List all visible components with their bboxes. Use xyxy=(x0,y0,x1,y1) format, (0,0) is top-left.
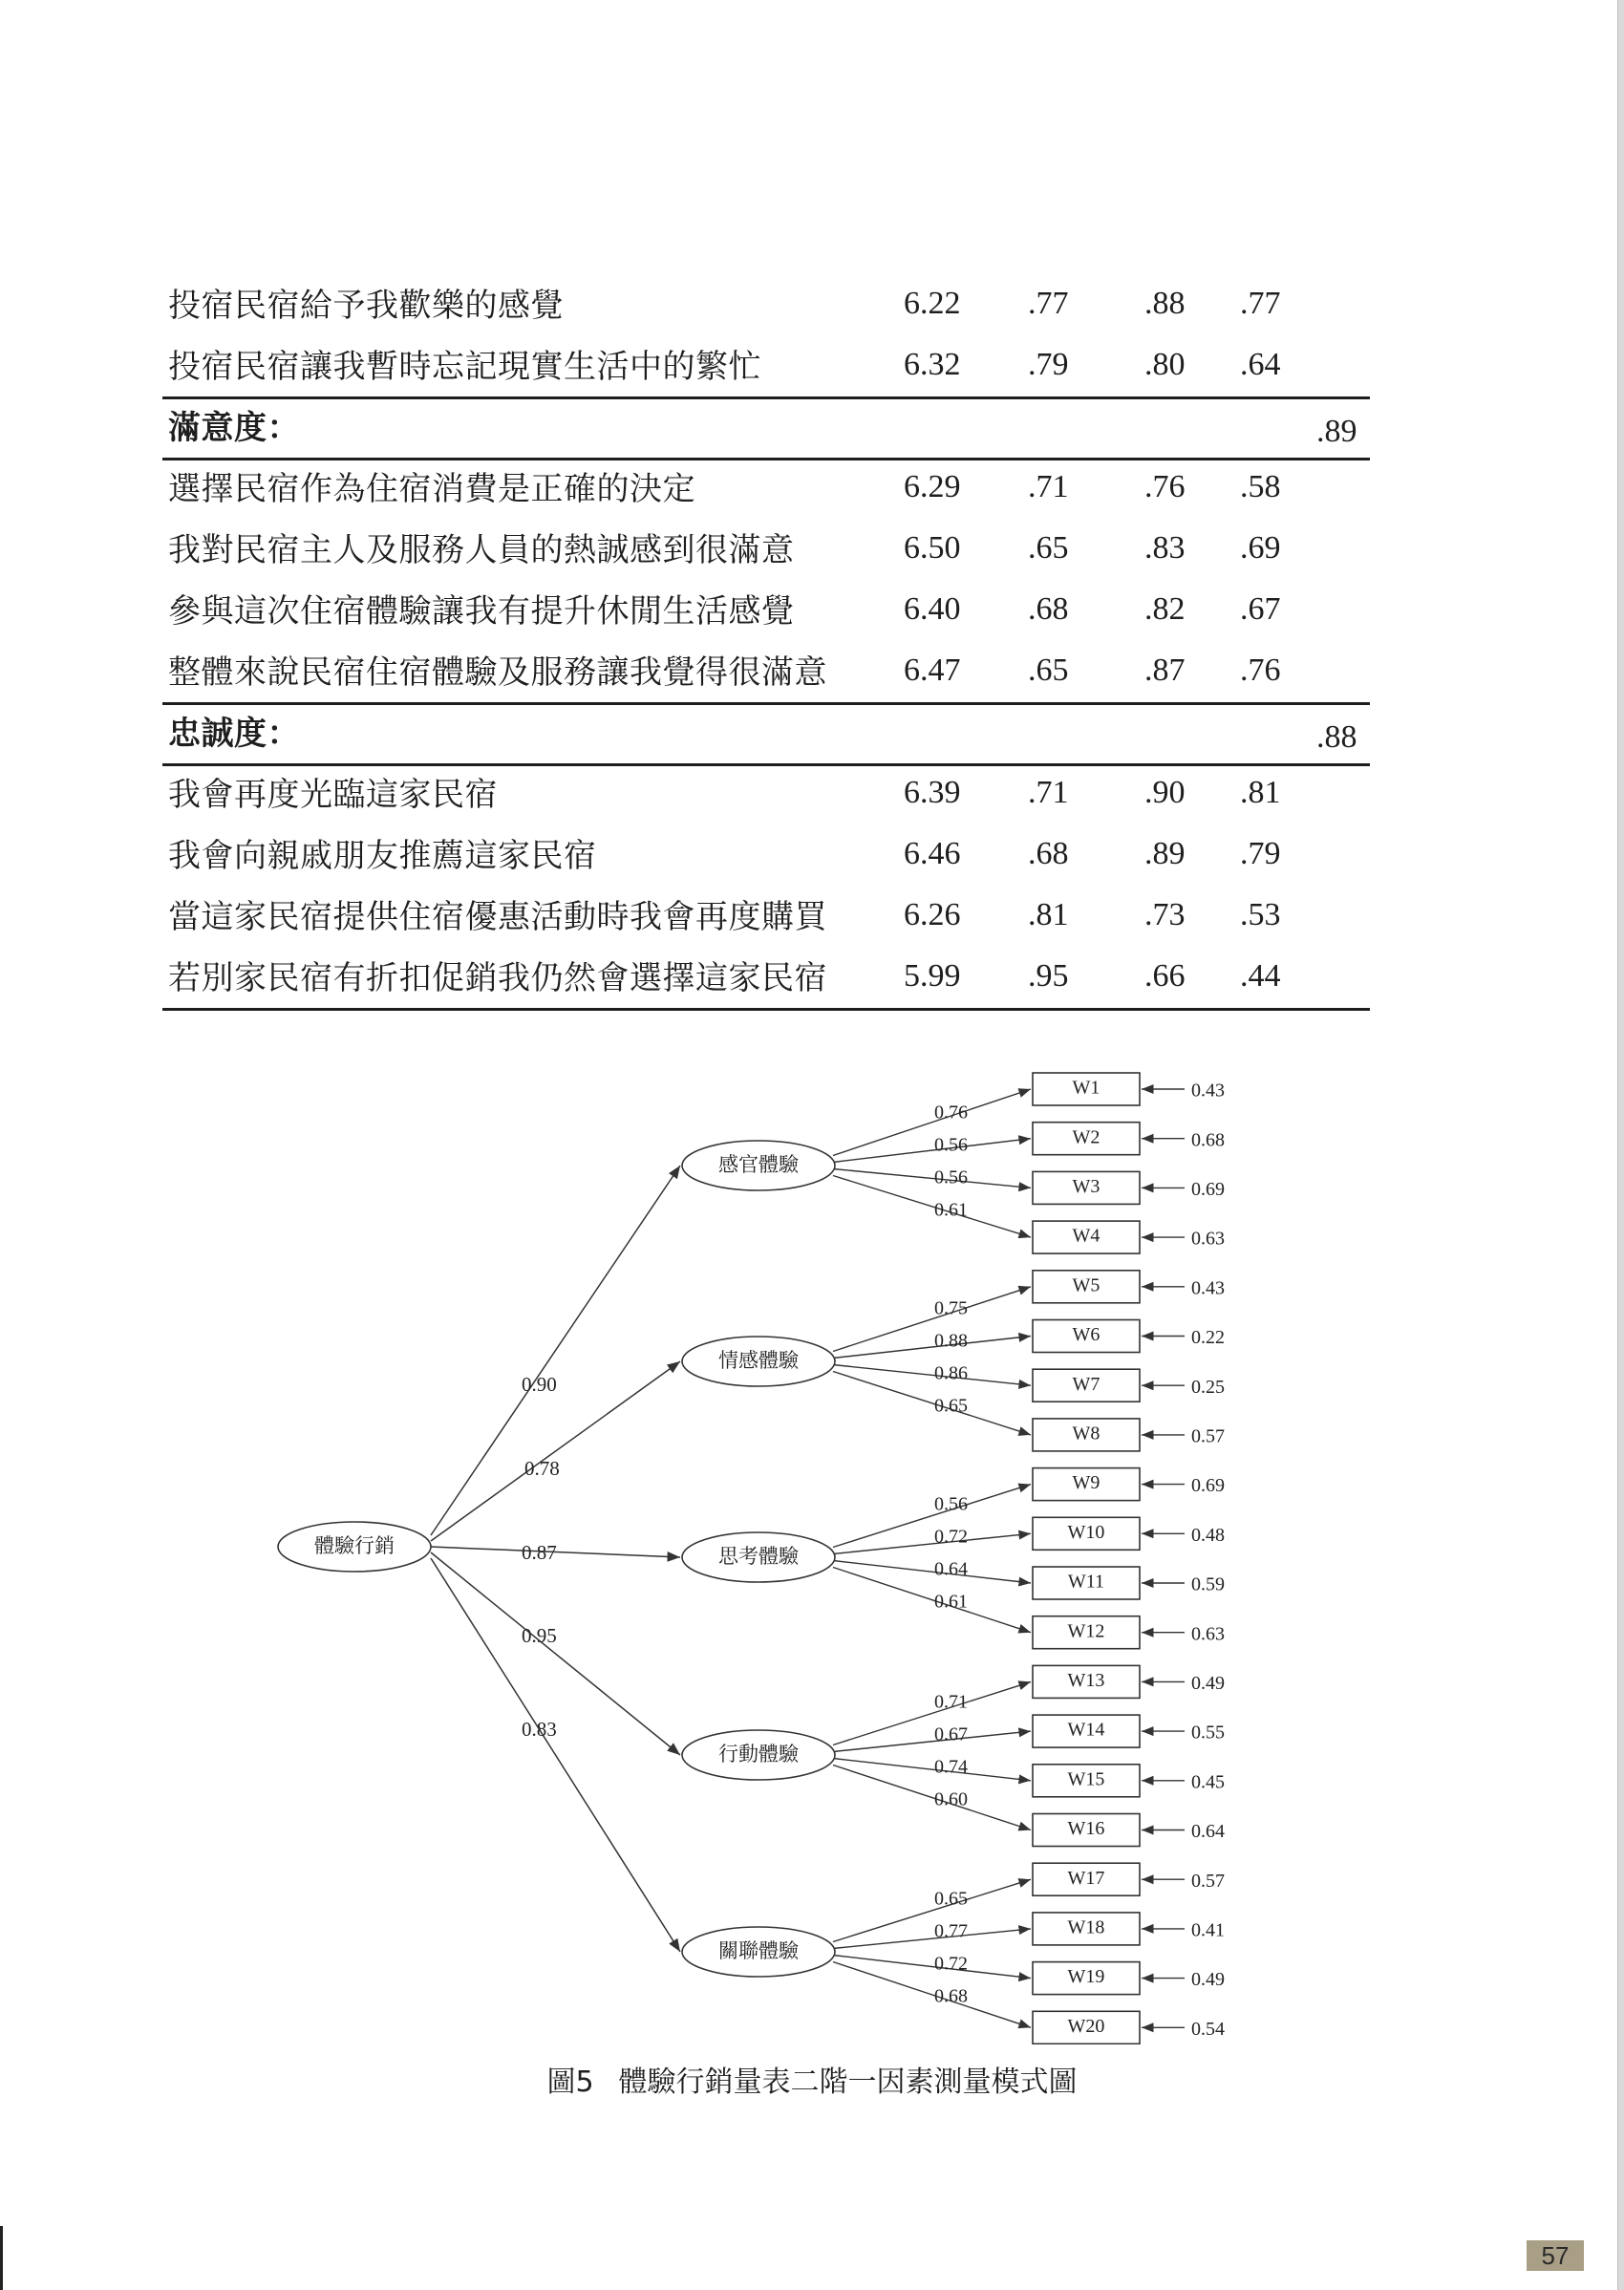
factor-loading: 0.65 xyxy=(934,1395,968,1417)
r2-value: .44 xyxy=(1240,958,1281,994)
sd-value: .81 xyxy=(1028,897,1069,932)
factor-loading: 0.74 xyxy=(934,1756,968,1778)
r2-value: .58 xyxy=(1240,469,1281,504)
loading-value: .87 xyxy=(1144,653,1186,688)
factor-loading: 0.68 xyxy=(934,1985,968,2007)
table-row xyxy=(162,515,1370,576)
structural-path-arrow xyxy=(431,1166,680,1535)
error-variance: 0.45 xyxy=(1191,1771,1225,1793)
factor-loading: 0.61 xyxy=(934,1199,968,1221)
mean-value: 6.47 xyxy=(904,653,961,688)
factor-loading: 0.61 xyxy=(934,1591,968,1613)
figure-caption xyxy=(0,2058,1624,2100)
section-alpha: .89 xyxy=(1316,414,1357,449)
section-label: 忠誠度： xyxy=(168,715,300,753)
factor-node-label: 感官體驗 xyxy=(718,1153,799,1176)
error-variance: 0.22 xyxy=(1191,1327,1225,1349)
r2-value: .79 xyxy=(1240,836,1281,871)
section-header-loyalty xyxy=(162,698,1370,760)
sd-value: .71 xyxy=(1028,775,1069,810)
r2-value: .64 xyxy=(1240,347,1281,382)
loading-arrow xyxy=(833,1337,1031,1359)
item-text: 若別家民宿有折扣促銷我仍然會選擇這家民宿 xyxy=(168,959,827,997)
mean-value: 6.50 xyxy=(904,530,961,566)
factor-node-label: 情感體驗 xyxy=(718,1349,799,1372)
factor-loading: 0.56 xyxy=(934,1134,968,1156)
factor-loading: 0.86 xyxy=(934,1362,968,1384)
indicator-label: W3 xyxy=(1072,1175,1100,1197)
mean-value: 6.46 xyxy=(904,836,961,871)
loading-arrow xyxy=(833,1568,1031,1633)
error-variance: 0.64 xyxy=(1191,1821,1225,1843)
indicator-label: W17 xyxy=(1067,1867,1105,1889)
factor-loading: 0.71 xyxy=(934,1691,968,1713)
error-variance: 0.41 xyxy=(1191,1919,1225,1941)
loading-value: .73 xyxy=(1144,897,1186,932)
loading-arrow xyxy=(833,1962,1031,2028)
error-variance: 0.49 xyxy=(1191,1969,1225,1991)
factor-loading: 0.56 xyxy=(934,1493,968,1515)
mean-value: 6.22 xyxy=(904,286,961,321)
mean-value: 6.32 xyxy=(904,347,961,382)
error-variance: 0.57 xyxy=(1191,1425,1225,1447)
sd-value: .77 xyxy=(1028,286,1069,321)
error-variance: 0.69 xyxy=(1191,1475,1225,1497)
r2-value: .81 xyxy=(1240,775,1281,810)
factor-node-label: 關聯體驗 xyxy=(718,1939,799,1962)
item-text: 我對民宿主人及服務人員的熱誠感到很滿意 xyxy=(168,531,795,569)
sd-value: .68 xyxy=(1028,836,1069,871)
structural-path-coefficient: 0.95 xyxy=(522,1623,557,1647)
indicator-label: W20 xyxy=(1067,2015,1105,2037)
figure-title: 體驗行銷量表二階一因素測量模式圖 xyxy=(618,2065,1078,2099)
loading-value: .88 xyxy=(1144,286,1186,321)
loading-value: .89 xyxy=(1144,836,1186,871)
loading-value: .66 xyxy=(1144,958,1186,994)
factor-loading: 0.64 xyxy=(934,1558,968,1580)
loading-value: .76 xyxy=(1144,469,1186,504)
item-text: 參與這次住宿體驗讓我有提升休閒生活感覺 xyxy=(168,592,795,631)
factor-loading: 0.56 xyxy=(934,1166,968,1188)
item-text: 我會向親戚朋友推薦這家民宿 xyxy=(168,837,597,875)
section-label: 滿意度： xyxy=(168,409,300,447)
item-text: 當這家民宿提供住宿優惠活動時我會再度購買 xyxy=(168,898,827,936)
structural-path-coefficient: 0.83 xyxy=(522,1717,557,1741)
table-row xyxy=(162,454,1370,515)
indicator-label: W4 xyxy=(1072,1225,1100,1247)
r2-value: .53 xyxy=(1240,897,1281,932)
error-variance: 0.25 xyxy=(1191,1376,1225,1398)
mean-value: 5.99 xyxy=(904,958,961,994)
loading-value: .80 xyxy=(1144,347,1186,382)
indicator-label: W16 xyxy=(1067,1818,1105,1840)
loading-arrow xyxy=(833,1731,1031,1751)
sd-value: .71 xyxy=(1028,469,1069,504)
indicator-label: W6 xyxy=(1072,1324,1100,1346)
table-row xyxy=(162,332,1370,393)
indicator-label: W14 xyxy=(1067,1719,1105,1741)
table-row xyxy=(162,760,1370,821)
indicator-label: W5 xyxy=(1072,1274,1100,1296)
error-variance: 0.63 xyxy=(1191,1228,1225,1250)
table-rule xyxy=(162,396,1370,399)
indicator-label: W7 xyxy=(1072,1373,1100,1395)
structural-path-coefficient: 0.87 xyxy=(522,1540,557,1564)
factor-loading: 0.88 xyxy=(934,1330,968,1352)
indicator-label: W15 xyxy=(1067,1768,1105,1790)
loading-arrow xyxy=(833,1766,1031,1830)
item-text: 投宿民宿給予我歡樂的感覺 xyxy=(168,287,564,325)
factor-loading: 0.72 xyxy=(934,1953,968,1975)
table-rule-bottom xyxy=(162,1008,1370,1011)
factor-loading: 0.67 xyxy=(934,1723,968,1745)
indicator-label: W2 xyxy=(1072,1126,1100,1148)
table-row xyxy=(162,576,1370,637)
loading-arrow xyxy=(833,1139,1031,1163)
table-rule xyxy=(162,702,1370,705)
cfa-path-diagram xyxy=(0,1051,1624,2044)
loading-arrow xyxy=(833,1089,1031,1156)
loading-arrow xyxy=(833,1287,1031,1352)
figure-number: 圖5 xyxy=(546,2065,594,2099)
indicator-label: W11 xyxy=(1067,1571,1105,1593)
item-text: 選擇民宿作為住宿消費是正確的決定 xyxy=(168,470,695,508)
r2-value: .76 xyxy=(1240,653,1281,688)
structural-path-coefficient: 0.78 xyxy=(524,1456,560,1480)
mean-value: 6.39 xyxy=(904,775,961,810)
r2-value: .69 xyxy=(1240,530,1281,566)
root-node-label: 體驗行銷 xyxy=(314,1534,395,1557)
indicator-label: W12 xyxy=(1067,1620,1105,1642)
factor-loading: 0.72 xyxy=(934,1526,968,1548)
error-variance: 0.43 xyxy=(1191,1080,1225,1102)
loading-arrow xyxy=(833,1879,1031,1941)
section-header-satisfaction xyxy=(162,393,1370,454)
indicator-label: W10 xyxy=(1067,1521,1105,1543)
factor-loading: 0.65 xyxy=(934,1888,968,1910)
r2-value: .77 xyxy=(1240,286,1281,321)
error-variance: 0.49 xyxy=(1191,1672,1225,1694)
loading-arrow xyxy=(833,1362,1031,1386)
mean-value: 6.29 xyxy=(904,469,961,504)
factor-loading: 0.75 xyxy=(934,1297,968,1319)
loading-arrow xyxy=(833,1681,1031,1744)
r2-value: .67 xyxy=(1240,591,1281,627)
indicator-label: W1 xyxy=(1072,1077,1100,1099)
factor-node-label: 行動體驗 xyxy=(718,1743,799,1766)
loading-arrow xyxy=(833,1372,1031,1435)
loading-arrow xyxy=(833,1485,1031,1548)
table-row xyxy=(162,943,1370,1004)
error-variance: 0.57 xyxy=(1191,1870,1225,1892)
loading-arrow xyxy=(833,1953,1031,1979)
structural-path-arrow xyxy=(431,1558,680,1952)
factor-loading: 0.60 xyxy=(934,1788,968,1810)
sd-value: .65 xyxy=(1028,653,1069,688)
loading-arrow xyxy=(833,1558,1031,1584)
loading-value: .82 xyxy=(1144,591,1186,627)
indicator-label: W9 xyxy=(1072,1472,1100,1494)
mean-value: 6.40 xyxy=(904,591,961,627)
binding-mark xyxy=(0,2226,3,2290)
mean-value: 6.26 xyxy=(904,897,961,932)
table-rule xyxy=(162,763,1370,766)
factor-node-label: 思考體驗 xyxy=(718,1545,799,1568)
loading-arrow xyxy=(833,1533,1031,1553)
error-variance: 0.63 xyxy=(1191,1623,1225,1645)
item-text: 整體來說民宿住宿體驗及服務讓我覺得很滿意 xyxy=(168,653,827,692)
table-row xyxy=(162,821,1370,882)
loading-value: .83 xyxy=(1144,530,1186,566)
indicator-label: W13 xyxy=(1067,1669,1105,1691)
sd-value: .65 xyxy=(1028,530,1069,566)
sd-value: .68 xyxy=(1028,591,1069,627)
section-alpha: .88 xyxy=(1316,719,1357,755)
error-variance: 0.59 xyxy=(1191,1573,1225,1595)
table-rule xyxy=(162,458,1370,460)
error-variance: 0.55 xyxy=(1191,1722,1225,1744)
indicator-label: W18 xyxy=(1067,1916,1105,1938)
indicator-label: W8 xyxy=(1072,1423,1100,1445)
table-row xyxy=(162,637,1370,698)
error-variance: 0.43 xyxy=(1191,1277,1225,1299)
error-variance: 0.54 xyxy=(1191,2018,1225,2040)
table-row xyxy=(162,882,1370,943)
item-text: 投宿民宿讓我暫時忘記現實生活中的繁忙 xyxy=(168,348,761,386)
structural-path-coefficient: 0.90 xyxy=(522,1372,557,1396)
table-row xyxy=(162,270,1370,332)
error-variance: 0.69 xyxy=(1191,1178,1225,1200)
sd-value: .95 xyxy=(1028,958,1069,994)
error-variance: 0.48 xyxy=(1191,1524,1225,1546)
sd-value: .79 xyxy=(1028,347,1069,382)
error-variance: 0.68 xyxy=(1191,1129,1225,1151)
item-text: 我會再度光臨這家民宿 xyxy=(168,776,498,814)
factor-loading: 0.76 xyxy=(934,1102,968,1124)
loading-value: .90 xyxy=(1144,775,1186,810)
factor-loading: 0.77 xyxy=(934,1920,968,1942)
indicator-label: W19 xyxy=(1067,1966,1105,1988)
measurement-table xyxy=(162,270,1370,1004)
page-number: 57 xyxy=(1527,2240,1584,2271)
loading-arrow xyxy=(833,1756,1031,1781)
